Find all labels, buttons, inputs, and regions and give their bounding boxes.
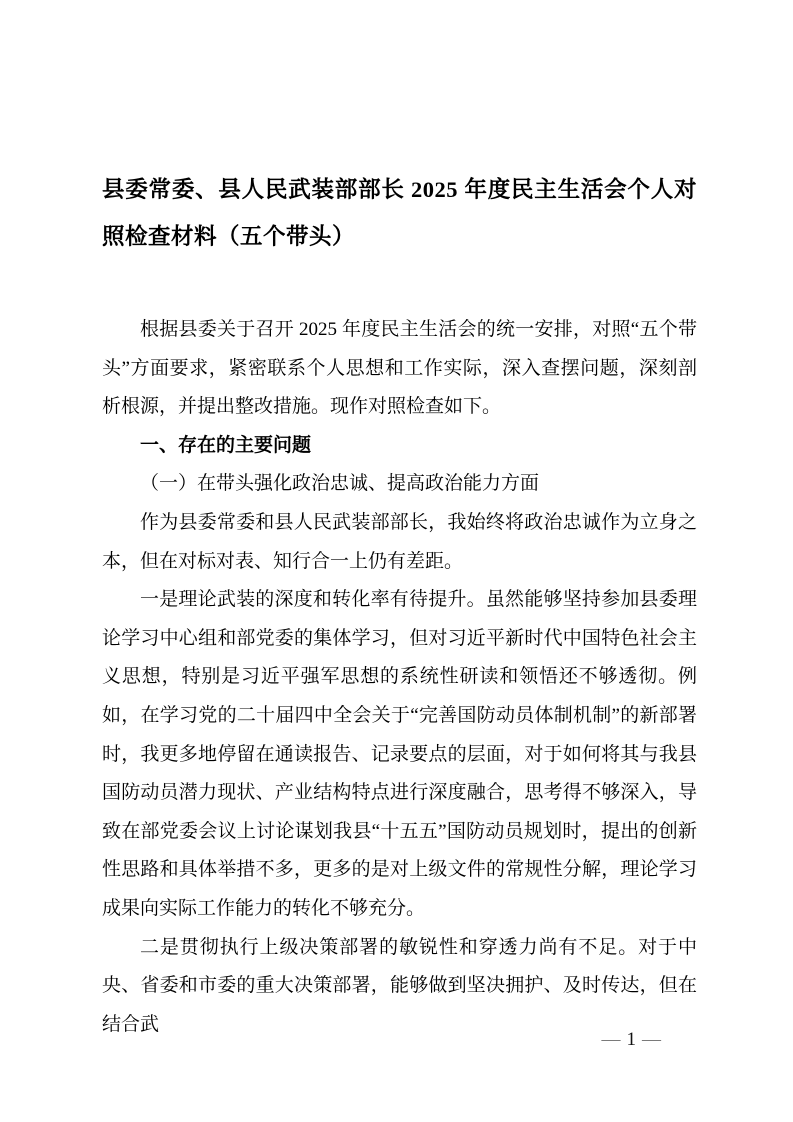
subsection-1-paragraph-2: 一是理论武装的深度和转化率有待提升。虽然能够坚持参加县委理论学习中心组和部党委的集体学习，但对习近平新时代中国特色社会主义思想，特别是习近平强军思想的系统性研读和领悟还不够透彻。例如，在学习党的二十届四中全会关于“完善国防动员体制机制”的新部署时，我更多地停留在通读报告、记录要点的层面，对于如何将其与我县国防动员潜力现状、产业结构特点进行深度融合，思考得不够深入，导致在部党委会议上讨论谋划我县“十五五”国防动员规划时，提出的创新性思路和具体举措不多，更多的是对上级文件的常规性分解，理论学习成果向实际工作能力的转化不够充分。 (102, 589, 697, 919)
subsection-1-paragraph-1: 作为县委常委和县人民武装部部长，我始终将政治忠诚作为立身之本，但在对标对表、知行合一上仍有差距。 (102, 511, 697, 572)
section-1-heading: 一、存在的主要问题 (140, 434, 312, 456)
subsection-1-heading: （一）在带头强化政治忠诚、提高政治能力方面 (140, 473, 540, 495)
subsection-1-paragraph-3: 二是贯彻执行上级决策部署的敏锐性和穿透力尚有不足。对于中央、省委和市委的重大决策部署，能够做到坚决拥护、及时传达，但在结合武 (102, 936, 697, 1035)
page-number-left-dash: — (601, 1029, 621, 1050)
document-title: 县委常委、县人民武装部部长 2025 年度民主生活会个人对照检查材料（五个带头） (102, 177, 697, 249)
intro-paragraph: 根据县委关于召开 2025 年度民主生活会的统一安排，对照“五个带头”方面要求，紧密联系个人思想和工作实际，深入查摆问题，深刻剖析根源，并提出整改措施。现作对照检查如下。 (102, 319, 697, 418)
page-number (596, 1028, 668, 1052)
page-number-value: 1 (626, 1029, 636, 1050)
page-number-right-dash: — (642, 1029, 661, 1050)
